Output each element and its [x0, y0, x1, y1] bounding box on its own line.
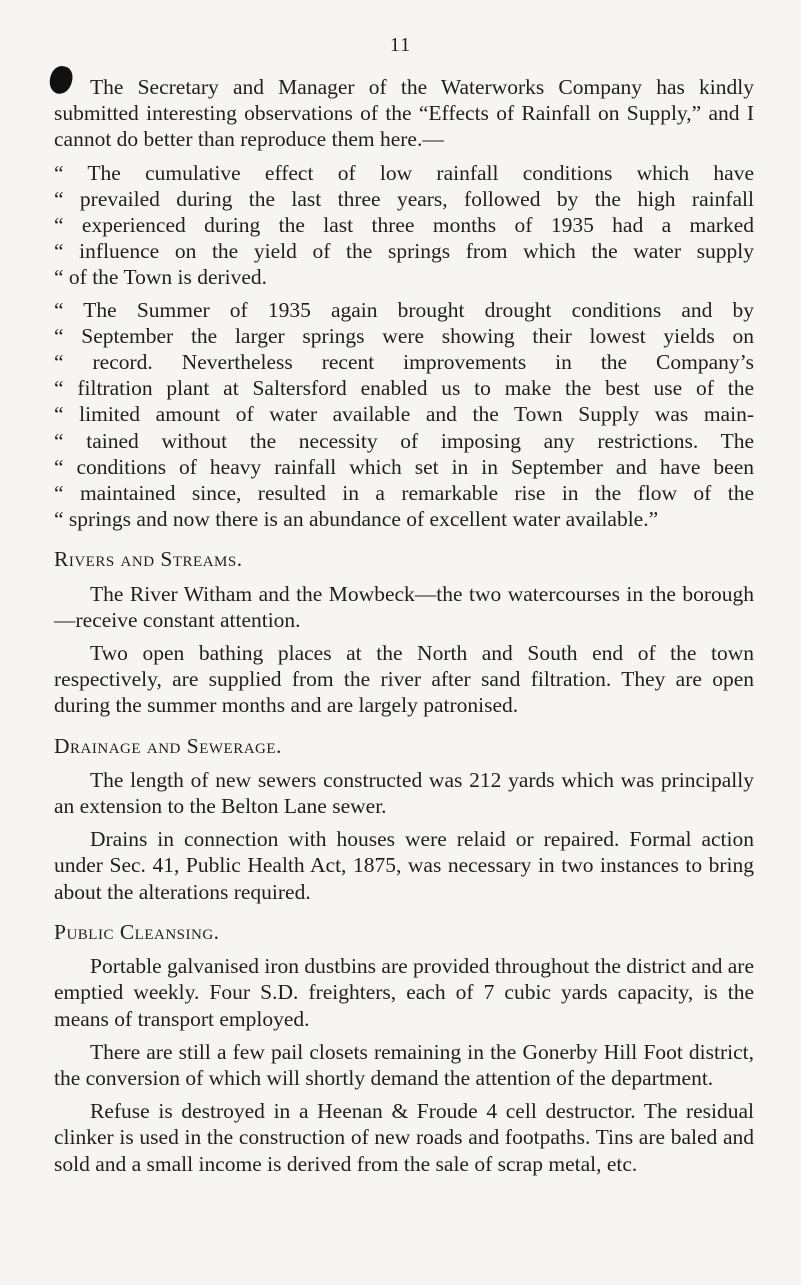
quote-line: “ prevailed during the last three years, followed by the high rainfall: [54, 186, 754, 211]
quote-line: “ influence on the yield of the springs from which the water supply: [54, 239, 754, 264]
page-number: 11: [389, 34, 412, 56]
quote-line: “ The Summer of 1935 again brought drought conditions and by: [54, 297, 754, 322]
paragraph: The length of new sewers constructed was 212 yards which was principally an extension to the Belton Lane sewer.: [54, 767, 754, 819]
paragraph: Refuse is destroyed in a Heenan & Froude 4 cell destructor. The residual clinker is used in the construction of new roads and footpaths. Tins are baled and sold and a small income is derived from the sale of scrap metal, etc.: [54, 1099, 754, 1176]
paragraph: Drains in connection with houses were relaid or repaired. Formal action under Sec. 41, Public Health Act, 1875, was necessary in two instances to bring about the alterations required.: [54, 827, 754, 904]
paragraph: Portable galvanised iron dustbins are provided throughout the district and are emptied weekly. Four S.D. freighters, each of 7 cubic yards capacity, is the means of transport employed.: [54, 954, 754, 1031]
quote-line: “ experienced during the last three months of 1935 had a marked: [54, 213, 754, 238]
quote-line: “ September the larger springs were showing their lowest yields on: [54, 323, 754, 348]
quote-line: “ filtration plant at Saltersford enabled us to make the best use of the: [54, 376, 754, 401]
quote-line: “ record. Nevertheless recent improvements in the Company’s: [54, 350, 754, 375]
quote-line: “ tained without the necessity of imposing any restrictions. The: [54, 428, 754, 453]
section-heading: Public Cleansing.: [54, 919, 220, 944]
paragraph: There are still a few pail closets remaining in the Gonerby Hill Foot district, the conversion of which will shortly demand the attention of the department.: [54, 1039, 754, 1090]
quote-line: “ maintained since, resulted in a remarkable rise in the flow of the: [54, 481, 754, 506]
quote-paragraph-1: [54, 160, 754, 291]
quote-line: “ conditions of heavy rainfall which set in in September and have been: [54, 454, 754, 479]
paragraph: Two open bathing places at the North and South end of the town respectively, are supplied from the river after sand filtration. They are open during the summer months and are largely patronised.: [54, 641, 754, 718]
quote-paragraph-2: [54, 297, 754, 533]
intro-paragraph: The Secretary and Manager of the Waterworks Company has kindly submitted interesting observations of the “Effects of Rainfall on Supply,” and I cannot do better than reproduce them here.—: [54, 75, 754, 152]
body-text: [54, 74, 754, 1184]
quote-line: “ limited amount of water available and the Town Supply was main-: [54, 402, 754, 427]
quote-line: “ springs and now there is an abundance of excellent water available.”: [54, 507, 659, 532]
quote-line: “ of the Town is derived.: [54, 265, 268, 290]
quote-line: “ The cumulative effect of low rainfall conditions which have: [54, 160, 754, 185]
section-drainage-and-sewerage: [54, 733, 754, 905]
section-heading: Drainage and Sewerage.: [54, 733, 282, 758]
section-public-cleansing: [54, 919, 754, 1177]
paragraph: The River Witham and the Mowbeck—the two watercourses in the borough—receive constant attention.: [54, 581, 754, 632]
section-heading: Rivers and Streams.: [54, 547, 243, 572]
section-rivers-and-streams: [54, 546, 754, 718]
